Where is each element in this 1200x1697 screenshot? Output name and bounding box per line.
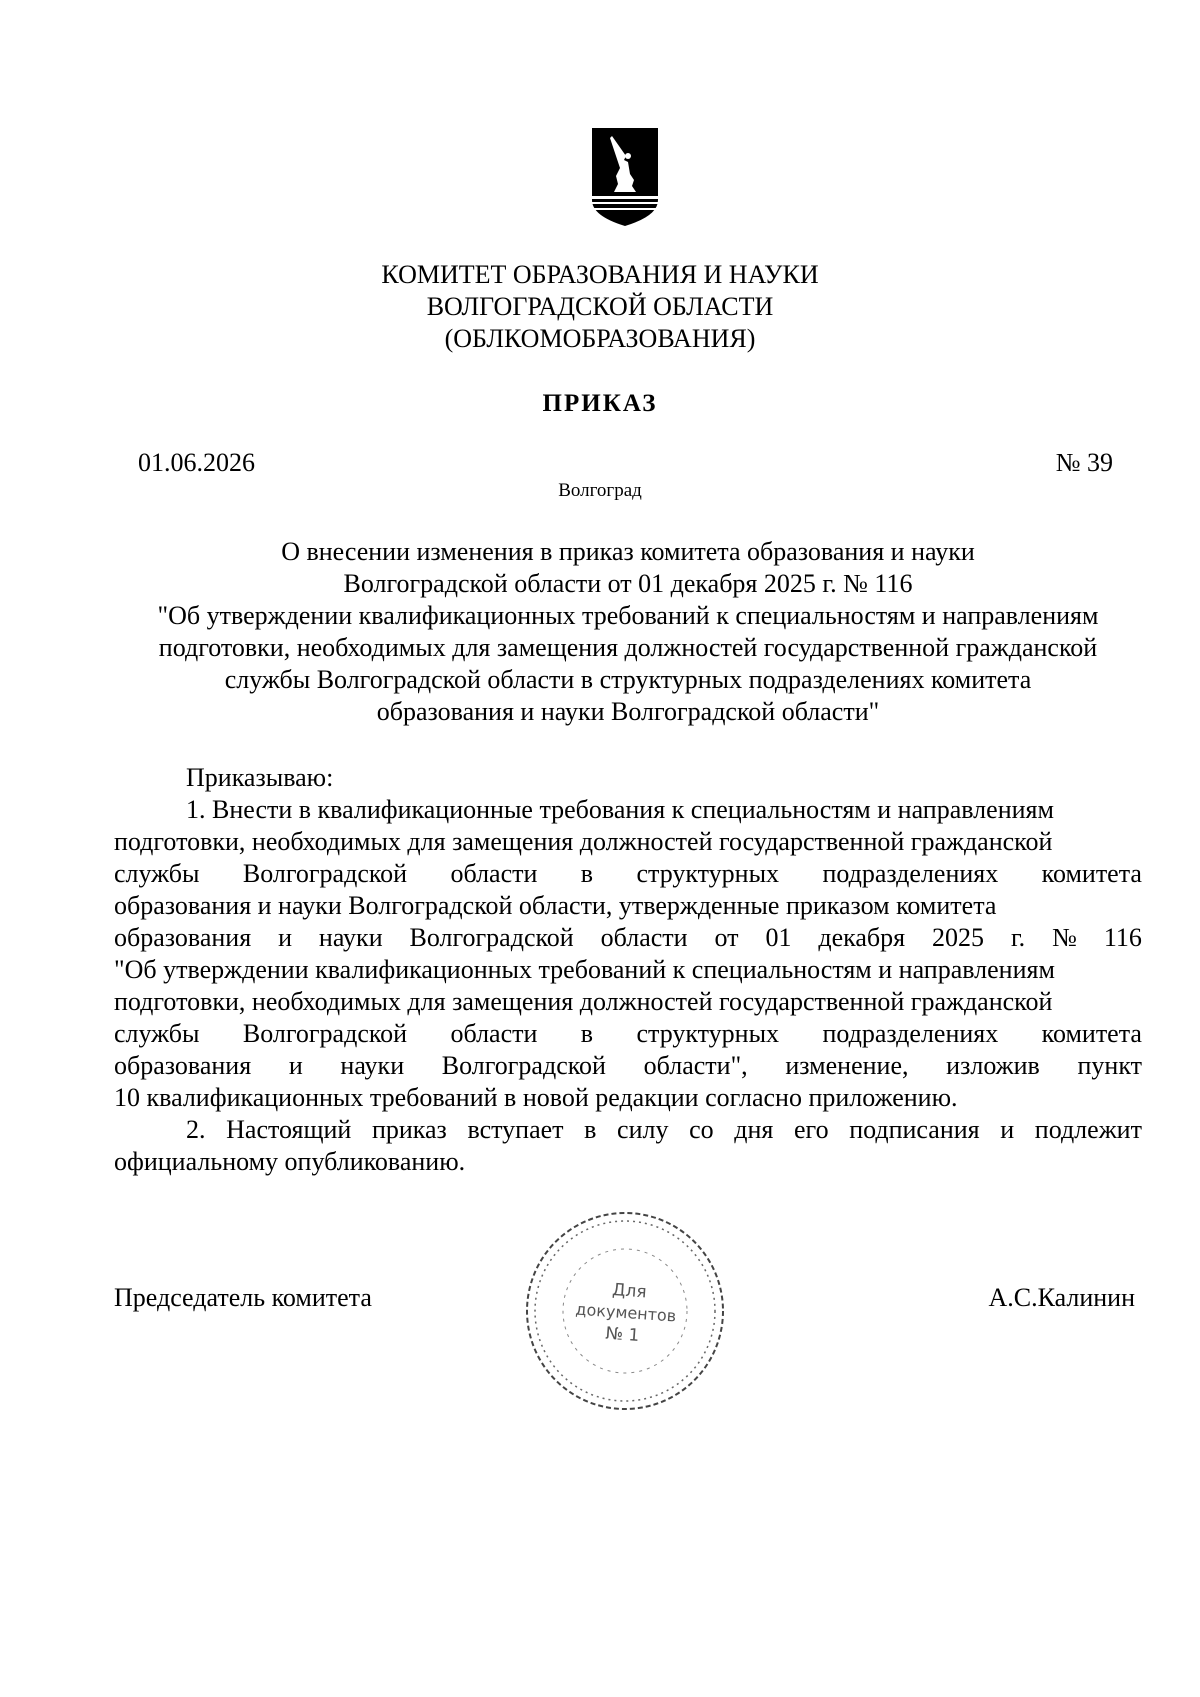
stamp-text-line-1: Для (611, 1280, 648, 1303)
word: области", (643, 1051, 748, 1080)
word: службы (114, 859, 200, 888)
word: приказ (371, 1115, 447, 1144)
word: в (580, 1019, 594, 1048)
word: в (584, 1115, 597, 1144)
word: подписания (849, 1115, 980, 1144)
item-1-line-4: образования и науки Волгоградской области, утвержденные приказом комитета (114, 891, 997, 920)
stamp-text-line-2: документов (574, 1299, 677, 1326)
word: и (288, 1051, 303, 1080)
word: подразделениях (822, 1019, 999, 1048)
item-1-line-5 (114, 923, 1142, 953)
document-date: 01.06.2026 (138, 448, 255, 477)
word: образования (114, 1051, 252, 1080)
word: области (450, 859, 538, 888)
stamp-text-line-3: № 1 (604, 1323, 640, 1347)
item-1-line-7: подготовки, необходимых для замещения должностей государственной гражданской (114, 987, 1053, 1016)
word: вступает (467, 1115, 564, 1144)
word: науки (340, 1051, 405, 1080)
word: в (580, 859, 594, 888)
word: науки (318, 923, 383, 952)
subject-line-2: Волгоградской области от 01 декабря 2025 г. № 116 (343, 569, 913, 598)
word: 116 (1103, 923, 1142, 952)
subject-line-3: "Об утверждении квалификационных требований к специальностям и направлениям (157, 601, 1099, 630)
word: 2. (186, 1115, 206, 1144)
word: пункт (1077, 1051, 1142, 1080)
word: Волгоградской (242, 859, 408, 888)
word: и (1000, 1115, 1015, 1144)
subject-line-6: образования и науки Волгоградской области" (376, 697, 880, 726)
item-1-line-3 (114, 859, 1142, 889)
item-2-line-1 (186, 1115, 1142, 1145)
document-number: № 39 (1055, 448, 1113, 477)
organization-abbreviation: (ОБЛКОМОБРАЗОВАНИЯ) (444, 324, 756, 353)
document-city: Волгоград (558, 480, 642, 501)
word: дня (734, 1115, 774, 1144)
organization-name-line-2: ВОЛГОГРАДСКОЙ ОБЛАСТИ (426, 292, 774, 321)
word: комитета (1041, 859, 1142, 888)
item-1-line-6: "Об утверждении квалификационных требований к специальностям и направлениям (114, 955, 1055, 984)
word: и (278, 923, 292, 952)
organization-name-line-1: КОМИТЕТ ОБРАЗОВАНИЯ И НАУКИ (381, 260, 819, 289)
item-1-line-9 (114, 1051, 1142, 1081)
word: 01 (765, 923, 792, 952)
word: № (1052, 923, 1077, 952)
word: Волгоградской (242, 1019, 408, 1048)
subject-line-4: подготовки, необходимых для замещения должностей государственной гражданской (158, 633, 1098, 662)
coat-of-arms-emblem (590, 126, 660, 228)
word: структурных (636, 1019, 780, 1048)
word: комитета (1041, 1019, 1142, 1048)
item-2-line-2: официальному опубликованию. (114, 1147, 466, 1176)
item-1-line-8 (114, 1019, 1142, 1049)
word: 2025 (932, 923, 985, 952)
document-type-title: ПРИКАЗ (542, 390, 658, 417)
item-1-line-1: 1. Внести в квалификационные требования к специальностям и направлениям (186, 795, 1054, 824)
word: Волгоградской (441, 1051, 606, 1080)
word: Волгоградской (409, 923, 574, 952)
word: его (794, 1115, 829, 1144)
body-lead: Приказываю: (186, 763, 334, 792)
word: изложив (946, 1051, 1040, 1080)
word: декабря (818, 923, 906, 952)
word: образования (114, 923, 252, 952)
item-1-line-2: подготовки, необходимых для замещения должностей государственной гражданской (114, 827, 1053, 856)
word: области (450, 1019, 538, 1048)
subject-line-5: службы Волгоградской области в структурных подразделениях комитета (224, 665, 1032, 694)
word: от (714, 923, 739, 952)
word: подлежит (1034, 1115, 1142, 1144)
word: силу (617, 1115, 669, 1144)
official-stamp (520, 1206, 730, 1416)
word: области (600, 923, 688, 952)
item-1-line-10: 10 квалификационных требований в новой редакции согласно приложению. (114, 1083, 958, 1112)
subject-line-1: О внесении изменения в приказ комитета образования и науки (281, 537, 975, 566)
word: со (689, 1115, 714, 1144)
word: Настоящий (226, 1115, 352, 1144)
word: изменение, (785, 1051, 909, 1080)
word: г. (1010, 923, 1026, 952)
word: подразделениях (822, 859, 999, 888)
signer-name: А.С.Калинин (988, 1283, 1135, 1312)
word: структурных (636, 859, 780, 888)
signer-position: Председатель комитета (114, 1283, 372, 1312)
word: службы (114, 1019, 200, 1048)
